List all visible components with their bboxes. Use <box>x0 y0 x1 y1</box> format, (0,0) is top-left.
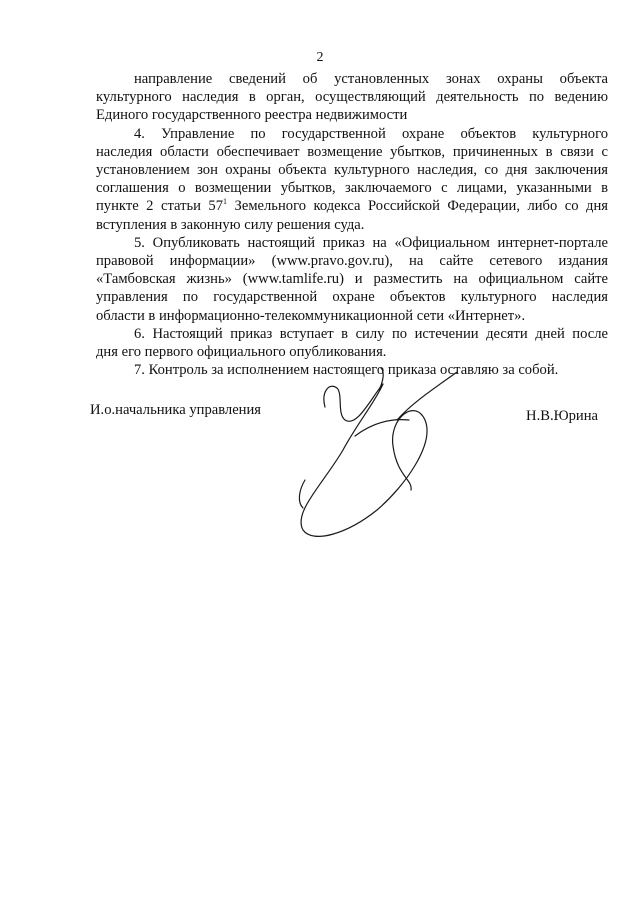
text-line: установлением зон охраны объекта культурного наследия, со дня заключения <box>96 162 608 179</box>
paragraph-continued <box>96 70 608 125</box>
signer-title: И.о.начальника управления <box>90 402 262 418</box>
text-line: направление сведений об установленных зонах охраны объекта <box>134 71 608 87</box>
handwritten-signature <box>285 362 485 552</box>
paragraph-4 <box>96 125 608 234</box>
text-fragment: пункте 2 статьи 57 <box>96 198 224 215</box>
text-line: 7. Контроль за исполнением настоящего приказа оставляю за собой. <box>134 362 559 379</box>
text-line: наследия области обеспечивает возмещение убытков, причиненных в связи с <box>96 143 608 160</box>
text-line: управления по государственной охране объектов культурного наследия <box>96 289 608 306</box>
page-number: 2 <box>316 50 324 65</box>
paragraph-5 <box>96 234 608 325</box>
text-line: культурного наследия в орган, осуществляющий деятельность по ведению <box>96 89 608 106</box>
text-line-with-superscript <box>96 197 608 215</box>
signer-name: Н.В.Юрина <box>526 408 598 424</box>
text-line: 4. Управление по государственной охране объектов культурного <box>134 125 608 142</box>
text-line: соглашения о возмещении убытков, заключаемого с лицами, указанными в <box>96 180 608 197</box>
paragraph-6 <box>96 325 608 361</box>
text-line: вступления в законную силу решения суда. <box>96 216 365 233</box>
text-fragment: Земельного кодекса Российской Федерации, либо со дня <box>227 198 608 215</box>
text-line: Единого государственного реестра недвижимости <box>96 107 408 124</box>
text-line: дня его первого официального опубликования. <box>96 344 387 361</box>
text-line: правовой информации» (www.pravo.gov.ru), на сайте сетевого издания <box>96 253 608 270</box>
superscript: 1 <box>223 197 228 207</box>
document-body <box>96 70 608 379</box>
text-line: 6. Настоящий приказ вступает в силу по истечении десяти дней после <box>134 325 608 342</box>
text-line: «Тамбовская жизнь» (www.tamlife.ru) и разместить на официальном сайте <box>96 271 608 288</box>
text-line: области в информационно-телекоммуникационной сети «Интернет». <box>96 307 526 324</box>
text-line: 5. Опубликовать настоящий приказ на «Официальном интернет-портале <box>134 234 608 251</box>
